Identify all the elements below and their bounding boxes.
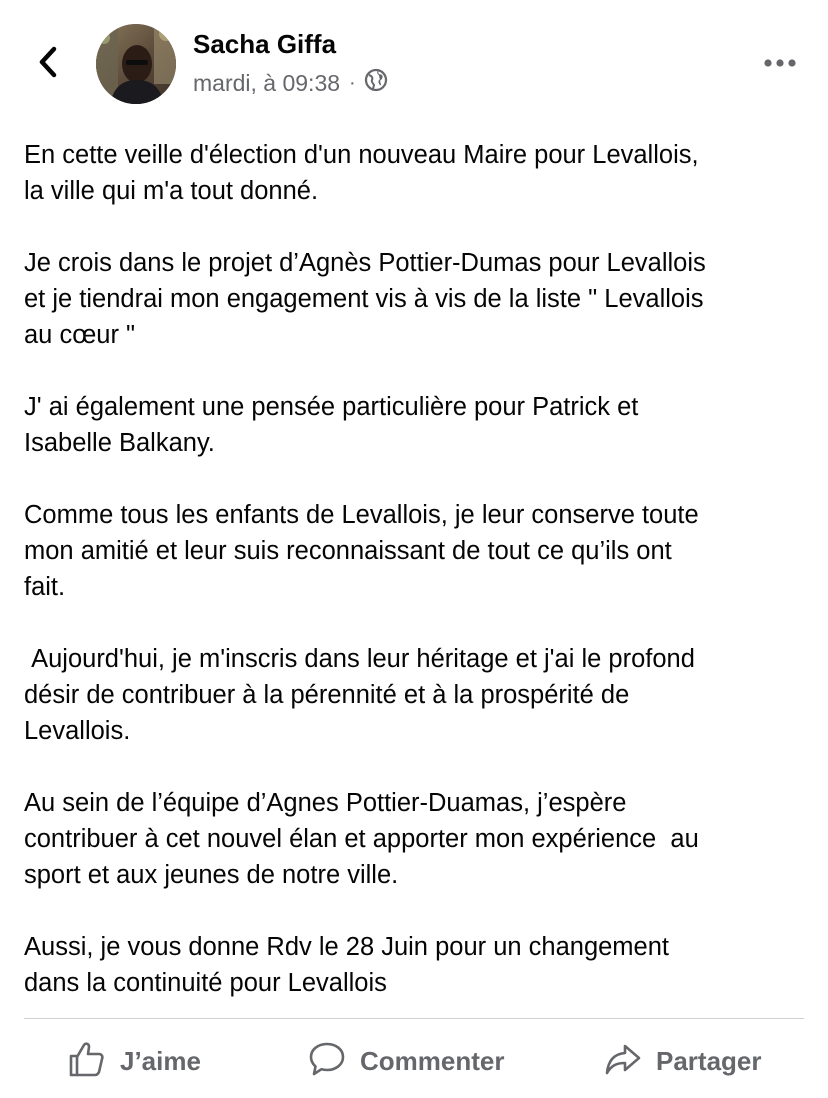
share-icon	[604, 1040, 642, 1083]
post-actions	[0, 1024, 828, 1098]
comment-label: Commenter	[360, 1045, 505, 1076]
post-paragraph: En cette veille d'élection d'un nouveau Maire pour Levallois, la ville qui m'a tout donné.	[24, 141, 699, 205]
comment-icon	[308, 1040, 346, 1083]
actions-divider	[24, 1018, 804, 1019]
post-paragraph: Aujourd'hui, je m'inscris dans leur héritage et j'ai le profond désir de contribuer à la pérennité et à la prospérité de Levallois.	[24, 645, 695, 745]
post-paragraph: Aussi, je vous donne Rdv le 28 Juin pour un changement dans la continuité pour Levallois	[24, 933, 669, 997]
share-button[interactable]	[604, 1024, 762, 1098]
thumbs-up-icon	[68, 1040, 106, 1083]
share-label: Partager	[656, 1045, 762, 1076]
like-button[interactable]	[68, 1024, 201, 1098]
post-timestamp[interactable]: mardi, à 09:38	[193, 69, 341, 96]
like-label: J’aime	[120, 1045, 201, 1076]
post-paragraph: Au sein de l’équipe d’Agnes Pottier-Duamas, j’espère contribuer à cet nouvel élan et apporter mon expérience au sport et aux jeunes de notre ville.	[24, 789, 699, 889]
comment-button[interactable]	[308, 1024, 504, 1098]
more-options-button[interactable]	[756, 48, 804, 80]
more-horizontal-icon	[763, 55, 797, 73]
author-name[interactable]: Sacha Giffa	[193, 29, 337, 59]
post-paragraph: Je crois dans le projet d’Agnès Pottier-Dumas pour Levallois et je tiendrai mon engagement vis à vis de la liste " Levallois au cœur "	[24, 249, 706, 349]
meta-separator: ·	[349, 71, 356, 94]
post-paragraph: Comme tous les enfants de Levallois, je leur conserve toute mon amitié et leur suis reconnaissant de tout ce qu’ils ont fait.	[24, 501, 699, 601]
globe-icon	[364, 68, 388, 98]
post-body	[24, 137, 814, 1001]
back-button[interactable]	[26, 40, 70, 88]
chevron-left-icon	[35, 45, 61, 84]
avatar[interactable]	[96, 24, 176, 104]
post-header	[0, 0, 828, 120]
post-paragraph: J' ai également une pensée particulière pour Patrick et Isabelle Balkany.	[24, 393, 639, 457]
post-meta	[193, 68, 388, 98]
